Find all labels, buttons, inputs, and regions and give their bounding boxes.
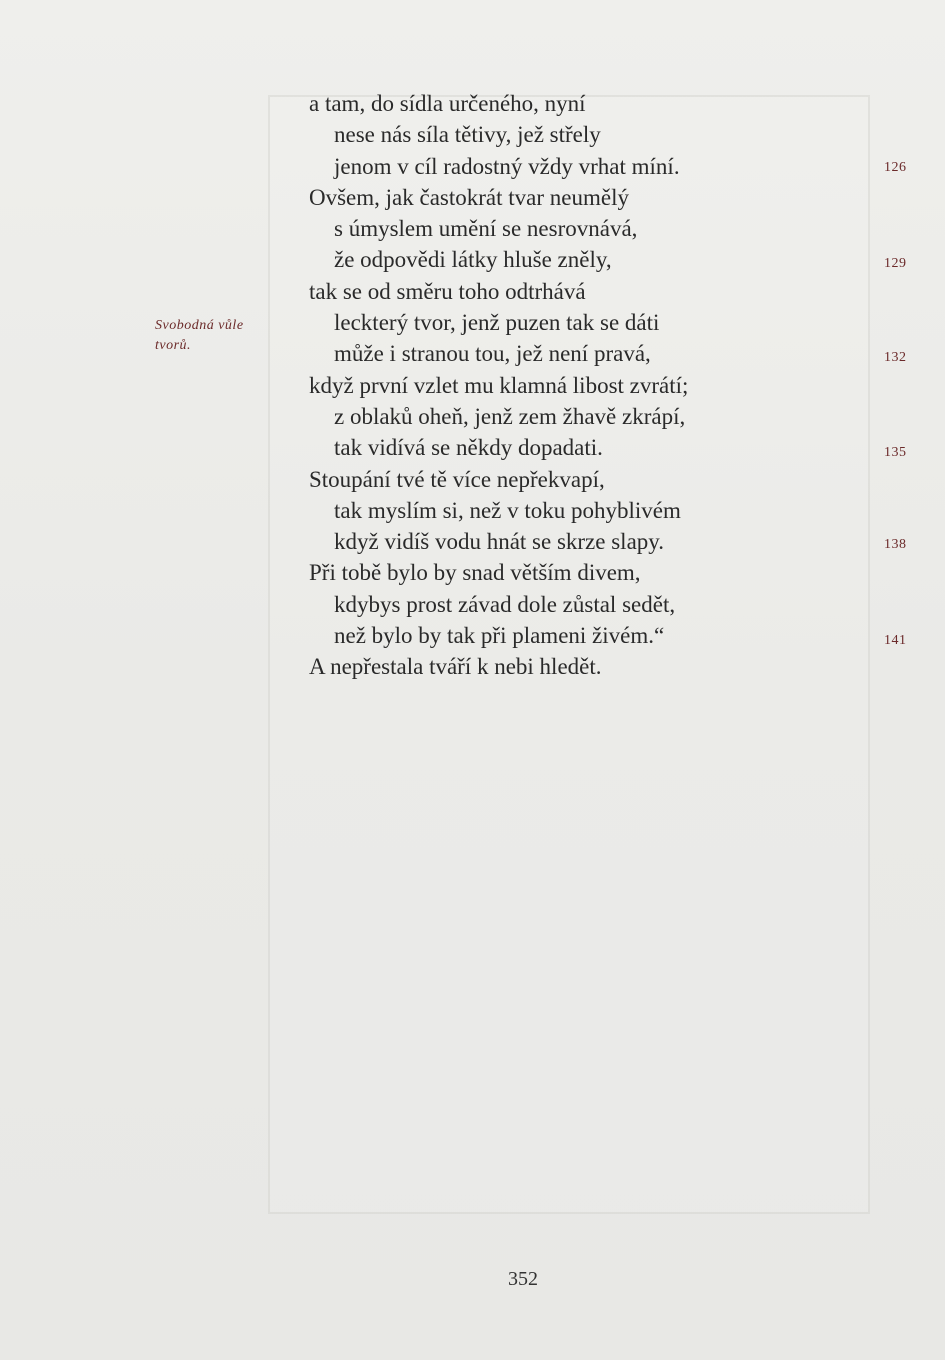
verse-line: když první vzlet mu klamná libost zvrátí;: [309, 372, 689, 398]
marginal-note-line-1: Svobodná vůle: [155, 318, 244, 333]
line-number: 129: [884, 256, 907, 271]
verse-line: Při tobě bylo by snad větším divem,: [309, 560, 641, 586]
verse-line: a tam, do sídla určeného, nyní: [309, 91, 586, 116]
verse-line: s úmyslem umění se nesrovnává,: [334, 216, 638, 242]
verse-line: tak myslím si, než v toku pohyblivém: [334, 497, 681, 523]
line-number: 132: [884, 350, 907, 365]
verse-line: tak vidívá se někdy dopadati.: [334, 435, 603, 461]
verse-line: Ovšem, jak častokrát tvar neumělý: [309, 184, 629, 210]
verse-line: tak se od směru toho odtrhává: [309, 278, 586, 304]
line-number: 141: [884, 633, 907, 648]
verse-block: [309, 88, 688, 683]
verse-line: A nepřestala tváří k nebi hledět.: [309, 654, 602, 680]
line-number: 138: [884, 537, 907, 552]
line-number: 126: [884, 160, 907, 175]
verse-line: kdybys prost závad dole zůstal sedět,: [334, 591, 676, 617]
marginal-note-line-2: tvorů.: [155, 338, 192, 353]
verse-line: jenom v cíl radostný vždy vrhat míní.: [334, 153, 680, 179]
verse-line: že odpovědi látky hluše zněly,: [334, 247, 612, 273]
verse-line: Stoupání tvé tě více nepřekvapí,: [309, 466, 605, 492]
verse-line: když vidíš vodu hnát se skrze slapy.: [334, 529, 665, 555]
verse-line: leckterý tvor, jenž puzen tak se dáti: [334, 310, 660, 336]
verse-line: z oblaků oheň, jenž zem žhavě zkrápí,: [334, 403, 686, 429]
page-number: 352: [508, 1268, 538, 1290]
verse-line: než bylo by tak při plameni živém.“: [334, 623, 665, 649]
verse-line: nese nás síla tětivy, jež střely: [334, 122, 601, 148]
line-number: 135: [884, 445, 907, 460]
marginal-note: [155, 316, 244, 356]
verse-line: může i stranou tou, jež není pravá,: [334, 341, 651, 367]
